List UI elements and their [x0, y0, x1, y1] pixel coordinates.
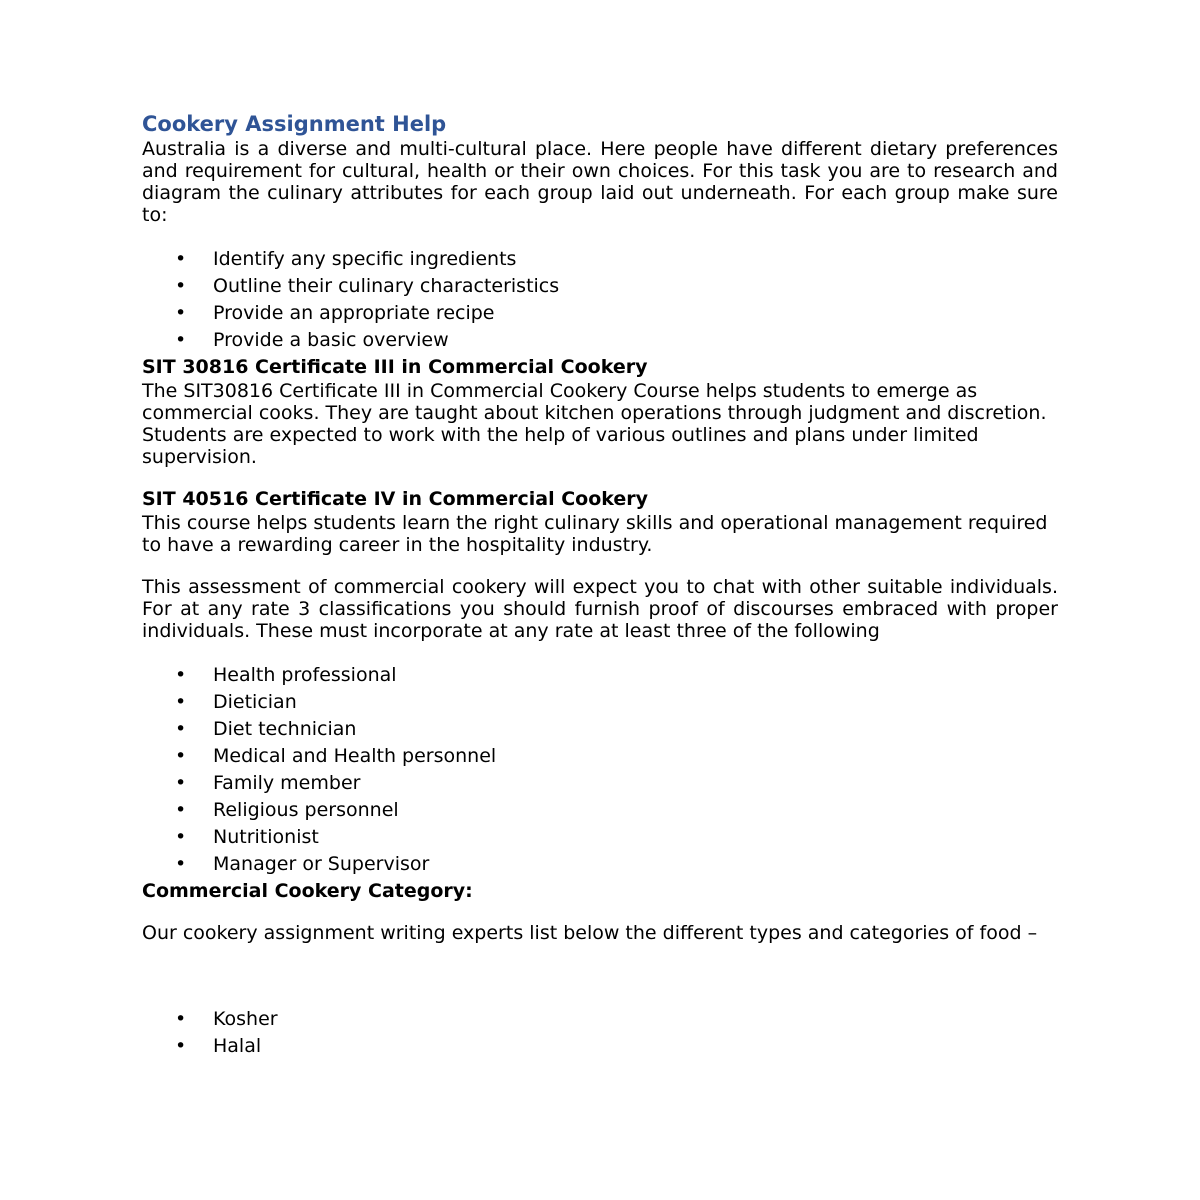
bullet-icon: •: [175, 799, 187, 821]
spacer: [142, 226, 1058, 246]
list-item: [142, 273, 1058, 300]
list-item: [142, 1033, 1058, 1060]
list-item-text: Health professional: [213, 664, 397, 686]
document-page: [142, 110, 1058, 1060]
list-item: [142, 662, 1058, 689]
contacts-list: [142, 662, 1058, 878]
list-item: [142, 824, 1058, 851]
list-item: [142, 1006, 1058, 1033]
list-item: [142, 327, 1058, 354]
list-item-text: Provide an appropriate recipe: [213, 302, 495, 324]
task-list: [142, 246, 1058, 354]
spacer: [142, 468, 1058, 486]
list-item: [142, 797, 1058, 824]
spacer: [142, 556, 1058, 576]
bullet-icon: •: [175, 1035, 187, 1057]
bullet-icon: •: [175, 329, 187, 351]
cert4-heading: SIT 40516 Certificate IV in Commercial Cookery: [142, 488, 649, 510]
bullet-icon: •: [175, 772, 187, 794]
list-item: [142, 851, 1058, 878]
list-item-text: Dietician: [213, 691, 297, 713]
list-item-text: Religious personnel: [213, 799, 399, 821]
list-item: [142, 716, 1058, 743]
bullet-icon: •: [175, 853, 187, 875]
intro-paragraph: Australia is a diverse and multi-cultural place. Here people have different dietary preferences and requirement for cultural, health or their own choices. For this task you are to research and diagram the culinary attributes for each group laid out underneath. For each group make sure to:: [142, 138, 1058, 226]
bullet-icon: •: [175, 691, 187, 713]
list-item: [142, 246, 1058, 273]
list-item-text: Manager or Supervisor: [213, 853, 430, 875]
category-paragraph: Our cookery assignment writing experts list below the different types and categories of food –: [142, 922, 1038, 944]
list-item: [142, 770, 1058, 797]
category-heading: Commercial Cookery Category:: [142, 880, 473, 902]
list-item-text: Medical and Health personnel: [213, 745, 497, 767]
bullet-icon: •: [175, 302, 187, 324]
bullet-icon: •: [175, 718, 187, 740]
list-item-text: Diet technician: [213, 718, 357, 740]
spacer: [142, 642, 1058, 662]
bullet-icon: •: [175, 745, 187, 767]
list-item: [142, 689, 1058, 716]
document-title: Cookery Assignment Help: [142, 112, 447, 136]
cert4-paragraph: This course helps students learn the right culinary skills and operational management required to have a rewarding career in the hospitality industry.: [142, 512, 1048, 556]
list-item-text: Outline their culinary characteristics: [213, 275, 560, 297]
list-item: [142, 743, 1058, 770]
bullet-icon: •: [175, 826, 187, 848]
list-item-text: Identify any specific ingredients: [213, 248, 517, 270]
list-item-text: Kosher: [213, 1008, 278, 1030]
assessment-paragraph: This assessment of commercial cookery will expect you to chat with other suitable individuals. For at any rate 3 classifications you should furnish proof of discourses embraced with proper individuals. These must incorporate at any rate at least three of the following: [142, 576, 1058, 642]
spacer: [142, 904, 1058, 922]
list-item-text: Nutritionist: [213, 826, 319, 848]
bullet-icon: •: [175, 248, 187, 270]
bullet-icon: •: [175, 1008, 187, 1030]
cert3-heading: SIT 30816 Certificate III in Commercial Cookery: [142, 356, 648, 378]
list-item: [142, 300, 1058, 327]
list-item-text: Halal: [213, 1035, 262, 1057]
list-item-text: Family member: [213, 772, 361, 794]
food-types-list: [142, 1006, 1058, 1060]
bullet-icon: •: [175, 275, 187, 297]
bullet-icon: •: [175, 664, 187, 686]
cert3-paragraph: The SIT30816 Certificate III in Commercial Cookery Course helps students to emerge as commercial cooks. They are taught about kitchen operations through judgment and discretion. Students are expected to work with the help of various outlines and plans under limited supervision.: [142, 380, 1047, 468]
spacer: [142, 944, 1058, 1006]
list-item-text: Provide a basic overview: [213, 329, 449, 351]
